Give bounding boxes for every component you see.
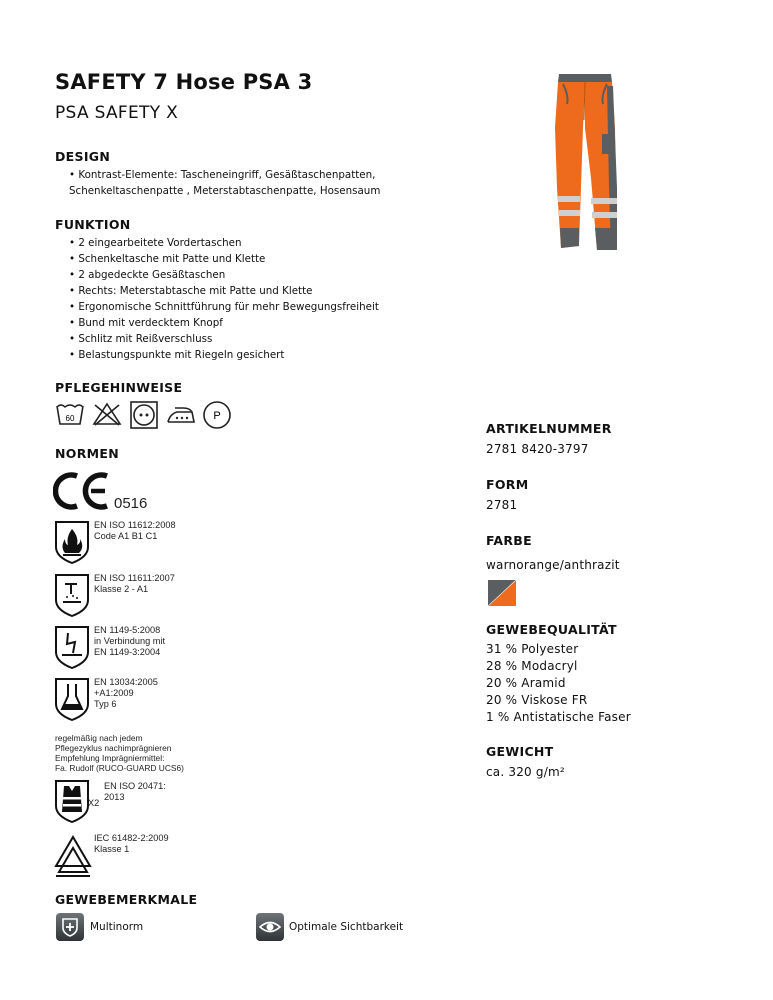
svg-text:60: 60 <box>65 414 75 423</box>
iron-icon <box>165 400 197 428</box>
design-item: • Kontrast-Elemente: Tascheneingriff, Gesäßtaschenpatten, <box>69 169 376 181</box>
normen-heading: NORMEN <box>55 446 119 461</box>
hivis-vest-shield-icon <box>53 778 91 824</box>
norm-1149: EN 1149-5:2008 in Verbindung mit EN 1149-3:2004 <box>94 625 165 657</box>
funktion-list <box>69 235 379 363</box>
ce-mark-icon <box>53 470 113 512</box>
funktion-item: • Schenkeltasche mit Patte und Klette <box>69 253 266 265</box>
chemical-shield-icon <box>53 676 91 722</box>
funktion-item: • Schlitz mit Reißverschluss <box>69 333 213 345</box>
funktion-item: • Belastungspunkte mit Riegeln gesichert <box>69 349 285 361</box>
farbe-heading: FARBE <box>486 533 532 548</box>
norm-20471: EN ISO 20471: 2013 <box>104 781 166 802</box>
color-swatch <box>488 580 516 606</box>
flame-shield-icon <box>53 519 91 565</box>
artikelnummer-heading: ARTIKELNUMMER <box>486 421 612 436</box>
gewebequalitaet-list <box>486 641 631 726</box>
design-list <box>69 167 380 199</box>
professional-clean-p-icon <box>202 400 232 430</box>
funktion-item: • 2 abgedeckte Gesäßtaschen <box>69 269 226 281</box>
design-heading: DESIGN <box>55 149 111 164</box>
product-title: SAFETY 7 Hose PSA 3 <box>55 70 313 94</box>
fabric-line: 1 % Antistatische Faser <box>486 710 631 724</box>
svg-text:P: P <box>213 410 221 422</box>
norm-61482: IEC 61482-2:2009 Klasse 1 <box>94 833 169 854</box>
impregnation-note: regelmäßig nach jedem Pflegezyklus nachimprägnieren Empfehlung Imprägniermittel: Fa. Rudolf (RUCO-GUARD UCS6) <box>55 733 184 773</box>
fabric-line: 20 % Viskose FR <box>486 693 588 707</box>
funktion-heading: FUNKTION <box>55 217 131 232</box>
funktion-item: • Rechts: Meterstabtasche mit Patte und Klette <box>69 285 313 297</box>
product-subtitle: PSA SAFETY X <box>55 103 179 123</box>
gewicht-value: ca. 320 g/m² <box>486 765 565 779</box>
feature-multinorm-label: Multinorm <box>90 921 144 933</box>
funktion-item: • Bund mit verdecktem Knopf <box>69 317 223 329</box>
feature-visibility-label: Optimale Sichtbarkeit <box>289 921 404 933</box>
antistatic-shield-icon <box>53 624 91 670</box>
norm-13034: EN 13034:2005 +A1:2009 Typ 6 <box>94 677 158 709</box>
gewebequalitaet-heading: GEWEBEQUALITÄT <box>486 622 617 637</box>
form-value: 2781 <box>486 498 518 512</box>
wash-60-icon <box>55 400 85 428</box>
norm-11612: EN ISO 11612:2008 Code A1 B1 C1 <box>94 520 176 541</box>
funktion-item: • 2 eingearbeitete Vordertaschen <box>69 237 242 249</box>
norm-20471-class: X2 <box>88 798 100 808</box>
fabric-line: 20 % Aramid <box>486 676 566 690</box>
visibility-eye-icon <box>255 912 285 942</box>
fabric-line: 28 % Modacryl <box>486 659 578 673</box>
tumble-dry-icon <box>129 400 159 430</box>
funktion-item: • Ergonomische Schnittführung für mehr Bewegungsfreiheit <box>69 301 379 313</box>
form-heading: FORM <box>486 477 529 492</box>
design-item: Schenkeltaschenpatte , Meterstabtaschenpatte, Hosensaum <box>69 185 381 197</box>
no-bleach-icon <box>91 400 123 428</box>
care-symbols <box>55 400 235 430</box>
artikelnummer-value: 2781 8420-3797 <box>486 442 589 456</box>
welding-shield-icon <box>53 572 91 618</box>
gewicht-heading: GEWICHT <box>486 744 554 759</box>
product-image <box>545 68 625 254</box>
gewebemerkmale-heading: GEWEBEMERKMALE <box>55 892 198 907</box>
norm-11611: EN ISO 11611:2007 Klasse 2 - A1 <box>94 573 175 594</box>
arc-flash-icon <box>53 834 93 880</box>
multinorm-shield-icon <box>55 912 85 942</box>
fabric-line: 31 % Polyester <box>486 642 579 656</box>
ce-number: 0516 <box>114 495 148 512</box>
farbe-value: warnorange/anthrazit <box>486 558 620 572</box>
pflege-heading: PFLEGEHINWEISE <box>55 380 183 395</box>
